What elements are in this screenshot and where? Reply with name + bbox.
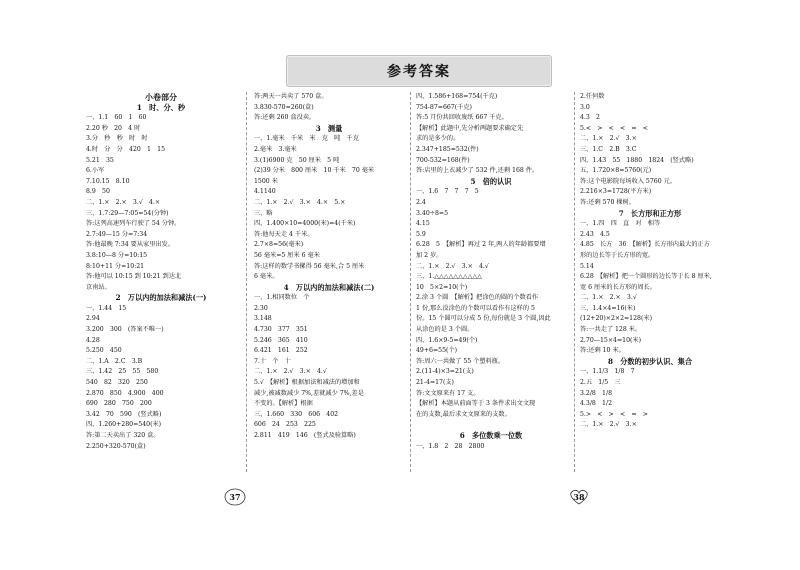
answer-line: 2.94: [86, 315, 100, 323]
answer-line: 5.> < > < = >: [580, 410, 648, 418]
answer-line: 700-532=168(件): [416, 156, 470, 164]
answer-line: 答:他每天走 4 千米。: [254, 230, 314, 238]
answer-line: 2.20 秒 20 4 时: [86, 124, 141, 132]
answer-line: 56 毫米=5 厘米 6 毫米: [254, 251, 320, 259]
answer-line: 4.3 2: [580, 114, 600, 122]
answer-line: 答:两天一共卖了 570 盒。: [254, 93, 328, 100]
answer-line: 答:还剩 260 盒没卖。: [254, 114, 316, 122]
answer-line: 4.15: [416, 220, 430, 228]
answer-line: 【解析】本题从前面等于 3 条件求出文文现: [416, 400, 536, 408]
answer-line: 二、1.× 2.√ 3.×: [580, 421, 637, 429]
answer-line: 三、1.7:29—7:05=54(分钟): [86, 209, 169, 217]
page-title: [286, 55, 552, 87]
answer-line: 减少,被减数减少 7%,差就减少 7%,差是: [254, 389, 364, 397]
answer-line: 7.十 个 十: [254, 357, 291, 365]
answer-line: 6.28 【解析】把一个圆形的边长等于长 8 厘米,: [580, 273, 712, 281]
answer-line: 3.40÷8=5: [416, 209, 449, 217]
column-divider: [574, 92, 575, 472]
answer-line: 四、1.400×10=4000(米)=4(千米): [254, 220, 356, 228]
answer-line: 3.0: [580, 103, 590, 111]
answer-line: 一、1.6 7 7 7 5: [416, 188, 479, 196]
answer-line: [580, 431, 720, 442]
answer-line: 5.9: [416, 230, 426, 238]
answer-line: 从涂色的是 3 个圆。: [416, 326, 474, 334]
answer-line: 2.250+320-570(盒): [86, 442, 146, 450]
answer-line: 三、1.42 25 55 580: [86, 368, 159, 376]
page-number-right: [568, 488, 590, 506]
answer-line: 4.3/8 1/2: [580, 400, 613, 408]
answer-line: 5.14: [580, 262, 594, 270]
answer-line: 6.小军: [86, 167, 105, 175]
answer-line: 答:一共走了 128 米。: [580, 326, 642, 334]
answer-line: 答:5 月份共回收废纸 667 千克。: [416, 114, 508, 122]
answer-line: 答:这个电影院每场收入 5760 元。: [580, 177, 677, 185]
answer-line: 49+6=55(个): [416, 347, 458, 355]
answer-line: 2.五 1/5 三: [580, 379, 621, 387]
answer-line: 754-87=667(千克): [416, 103, 472, 111]
answer-line: 6.28 5 【解析】再过 2 年,两人的年龄都要增: [416, 241, 546, 249]
answer-line: 2.70—15×4=10(米): [580, 336, 642, 344]
answer-line: 【解析】此题中,先分析两题要求确定先: [416, 124, 524, 132]
page-title-text: 参考答案: [387, 64, 451, 80]
answer-line: 一、1.8 2 28 2800: [416, 442, 485, 450]
answer-line: 21-4=17(支): [416, 379, 454, 387]
answer-line: 3.8:10—8 分=10:15: [86, 251, 148, 259]
answer-line: 三、1.4×4=16(米): [580, 304, 636, 312]
answer-line: 求的是多少的。: [416, 135, 460, 143]
section-heading: 1 时、分、秒: [136, 102, 186, 112]
answer-line: 3.148: [254, 315, 272, 323]
answer-line: 一、1.1/3 1/8 7: [580, 368, 635, 376]
section-heading: 4 万以内的加法和减法(二): [283, 282, 375, 292]
answer-line: 一、1.相同数位 个: [254, 294, 310, 302]
answer-line: [416, 420, 566, 431]
section-heading: 7 长方形和正方形: [618, 208, 682, 218]
answer-line: 3.分 秒 秒 时 时: [86, 135, 148, 143]
answer-line: 答:店里的上衣减少了 532 件,还剩 168 件。: [416, 167, 539, 175]
answer-line: 京南站。: [86, 283, 111, 291]
answer-line: 答:周六一共做了 55 个塑料瓶。: [416, 357, 505, 365]
answer-sheet: [86, 50, 712, 570]
section-heading: 2 万以内的加法和减法(一): [115, 293, 207, 303]
answer-line: 5.250 450: [86, 347, 122, 355]
answer-line: 答:还剩 10 米。: [580, 347, 625, 355]
column-divider: [410, 92, 411, 472]
answer-line: 2.涂 3 个圆 【解析】把涂色的圆的个数看作: [416, 294, 539, 302]
section-heading: 小卷部分: [145, 92, 177, 102]
answer-line: 2.347+185=532(件): [416, 145, 479, 153]
answer-line: 答:文文原来有 17 支。: [416, 389, 480, 397]
answer-line: 3.2/8 1/8: [580, 389, 613, 397]
answer-line: 2.216×3=1728(平方米): [580, 188, 652, 196]
answer-line: 4.1140: [254, 188, 276, 196]
answer-line: 2.43 4.5: [580, 230, 610, 238]
page-number-text: 38: [573, 492, 585, 502]
answer-line: 加 2 岁。: [416, 251, 443, 259]
page-number-text: 37: [229, 492, 241, 502]
answer-line: 3.830-570=260(盒): [254, 103, 314, 111]
answer-line: 答:他最晚 7:34 要从家里出发。: [86, 241, 174, 249]
answer-line: 二、1.× 2.× 3.√ 4.×: [86, 198, 161, 206]
answer-line: 2.4: [416, 198, 426, 206]
answer-line: 4.730 377 351: [254, 326, 308, 334]
answer-line: 五、1.720×8=5760(元): [580, 167, 652, 175]
answer-line: 三、1.660 330 606 402: [254, 410, 339, 418]
answer-line: 二、1.× 2.√ 3.×: [580, 135, 637, 143]
answer-line: 答:他可以 10:15 到 10:21 到达北: [86, 273, 182, 281]
answer-line: 2.870 850 4.900 400: [86, 389, 164, 397]
answer-line: 3.(1)6900 克 50 厘米 5 吨: [254, 156, 340, 164]
answer-line: 四、1.586+168=754(千克): [416, 93, 498, 100]
answer-line: 1 份,那么没涂色的个数可以看作有这样的 5: [416, 304, 535, 312]
answer-line: 10 5×2=10(个): [416, 283, 468, 291]
section-heading: 8 分数的初步认识、集合: [607, 356, 693, 366]
answer-line: 2.(11-4)×3=21(支): [416, 368, 474, 376]
answer-line: 三、1.C 2.B 3.C: [580, 145, 637, 153]
answer-line: 在的支数,最后求文文原来的支数。: [416, 410, 511, 418]
answer-line: 四、1.43 55 1880 1824 (竖式略): [580, 156, 694, 164]
answer-column-1: [86, 92, 236, 512]
answer-line: 3.200 300 (答案不唯一): [86, 326, 164, 334]
section-heading: 6 多位数乘一位数: [459, 431, 523, 440]
answer-line: 一、1.44 15: [86, 304, 127, 312]
answer-line: 答:还剩 570 棵树。: [580, 198, 635, 206]
answer-line: 6 毫米。: [254, 273, 279, 281]
answer-column-3: [416, 92, 566, 512]
answer-line: 宽 6 厘米的长方形的周长。: [580, 283, 656, 291]
answer-line: 8:10+11 分=10:21: [86, 262, 145, 270]
answer-line: 7.10.15 8.10: [86, 177, 130, 185]
answer-line: 不变的。【解析】根据: [254, 400, 313, 408]
answer-line: 2.7×8=56(毫米): [254, 241, 304, 249]
section-heading: 5 倍的认识: [470, 176, 512, 186]
answer-line: 二、1.A 2.C 3.B: [86, 357, 143, 365]
answer-line: 2.30: [254, 304, 268, 312]
answer-line: 一、1.1 60 1 60: [86, 114, 147, 122]
answer-line: 份。15 个圆可以分成 5 份,每份就是 3 个圆,因此: [416, 315, 551, 323]
answer-line: 4.28: [86, 336, 100, 344]
answer-line: 二、1.× 2.√ 3.× 4.× 5.×: [254, 198, 346, 206]
answer-line: 四、1.260+280=540(米): [86, 421, 162, 429]
answer-line: 二、1.× 2.√ 3.× 4.√: [254, 368, 327, 376]
answer-line: 4.时 分 分 420 1 15: [86, 145, 166, 153]
answer-line: 5.< > < < = <: [580, 124, 648, 132]
answer-line: 1500 米: [254, 177, 278, 185]
answer-line: 2.任何数: [580, 93, 605, 100]
answer-line: 6.421 161 252: [254, 347, 308, 355]
column-divider: [246, 92, 247, 472]
answer-line: 三、略: [254, 209, 273, 217]
answer-line: 形的边长等于长方形的宽。: [580, 251, 655, 259]
answer-line: 二、1.× 2.× 3.√: [580, 294, 637, 302]
answer-column-4: [580, 92, 720, 512]
answer-line: 答:这样的数学书摞得 56 毫米,合 5 厘米: [254, 262, 365, 270]
answer-line: 一、1.四 四 直 对 相等: [580, 220, 661, 228]
answer-line: 三、1.△△△△△△△△△△: [416, 273, 482, 281]
answer-line: 2.811 419 146 (竖式及验算略): [254, 432, 356, 439]
answer-line: 答:第二天卖出了 320 盒。: [86, 432, 160, 439]
answer-line: 4.85 长方 36 【解析】长方形内最大的正方: [580, 241, 710, 249]
answer-line: (12+20)×2×2=128(米): [580, 315, 653, 323]
answer-column-2: [254, 92, 404, 512]
answer-line: 5.21 35: [86, 156, 114, 164]
answer-line: 2.毫米 3.毫米: [254, 145, 297, 153]
answer-line: 690 280 750 200: [86, 400, 152, 408]
answer-line: 3.42 70 590 (竖式略): [86, 410, 162, 418]
answer-line: 答:这列高速列车行驶了 54 分钟。: [86, 220, 181, 228]
answer-line: 一、1.毫米 千米 米 克 吨 千克: [254, 135, 359, 143]
page-number-left: [224, 488, 246, 506]
answer-line: 606 24 253 225: [254, 421, 316, 429]
answer-line: 8.9 50: [86, 188, 110, 196]
answer-line: 2.7:49—15 分=7:34: [86, 230, 148, 238]
answer-line: 5.√ 【解析】根据加法和减法的增加和: [254, 379, 360, 387]
answer-line: 540 82 320 250: [86, 379, 148, 387]
answer-line: 二、1.× 2.√ 3.× 4.√: [416, 262, 489, 270]
answer-line: 5.246 365 410: [254, 336, 308, 344]
answer-line: (2)39 分米 800 厘米 10 千米 70 毫米: [254, 167, 375, 175]
section-heading: 3 测量: [315, 123, 343, 133]
answer-line: 四、1.6×9-5=49(个): [416, 336, 478, 344]
